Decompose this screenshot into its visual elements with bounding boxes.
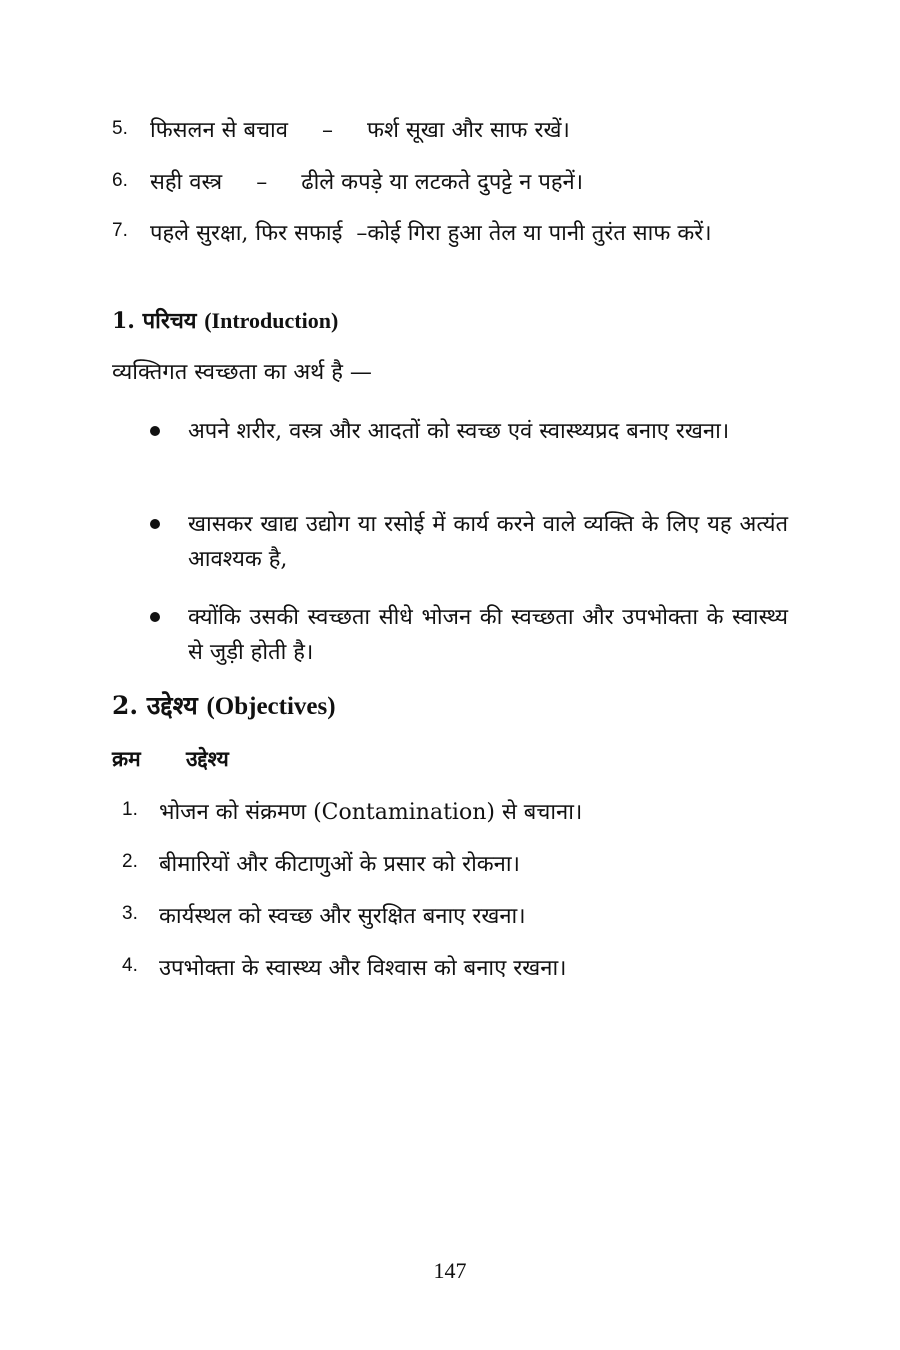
item-title: पहले सुरक्षा, फिर सफाई xyxy=(150,221,343,246)
bullet-text: अपने शरीर, वस्त्र और आदतों को स्वच्छ एवं स्वास्थ्यप्रद बनाए रखना। xyxy=(188,419,730,444)
item-number: 5. xyxy=(112,118,128,139)
item-number: 7. xyxy=(112,220,128,241)
section-heading-introduction xyxy=(112,305,338,335)
row-text: बीमारियों और कीटाणुओं के प्रसार को रोकना। xyxy=(159,852,520,877)
bullet-dot-icon xyxy=(150,426,160,436)
bullet-text: खासकर खाद्य उद्योग या रसोई में कार्य करने वाले व्यक्ति के लिए यह अत्यंत आवश्यक है, xyxy=(188,512,788,572)
bullet-dot-icon xyxy=(150,519,160,529)
bullet-dot-icon xyxy=(150,612,160,622)
item-title: फिसलन से बचाव xyxy=(150,118,288,143)
page-number: 147 xyxy=(433,1258,467,1283)
item-number: 6. xyxy=(112,170,128,191)
intro-lead-text: व्यक्तिगत स्वच्छता का अर्थ है — xyxy=(112,360,372,385)
objectives-table-header xyxy=(112,745,229,773)
heading-hindi: 2. उद्देश्य xyxy=(112,691,198,720)
row-number: 2. xyxy=(122,851,138,872)
section-heading-objectives xyxy=(112,688,336,722)
item-title: सही वस्त्र xyxy=(150,170,223,195)
item-text: फर्श सूखा और साफ रखें। xyxy=(366,118,570,143)
row-text: उपभोक्ता के स्वास्थ्य और विश्वास को बनाए रखना। xyxy=(159,956,567,981)
bullet-text: क्योंकि उसकी स्वच्छता सीधे भोजन की स्वच्छता और उपभोक्ता के स्वास्थ्य से जुड़ी होती है। xyxy=(188,605,788,665)
item-dash: – xyxy=(256,170,268,195)
row-text: भोजन को संक्रमण (Contamination) से बचाना। xyxy=(159,800,583,825)
item-dash: – xyxy=(321,118,333,143)
item-dash: – xyxy=(356,221,368,246)
heading-english: (Introduction) xyxy=(204,308,339,333)
row-number: 1. xyxy=(122,799,138,820)
heading-hindi: 1. परिचय xyxy=(112,308,197,334)
item-text: कोई गिरा हुआ तेल या पानी तुरंत साफ करें। xyxy=(367,221,712,246)
row-number: 3. xyxy=(122,903,138,924)
heading-english: (Objectives) xyxy=(206,693,336,720)
column-header-objective: उद्देश्य xyxy=(186,746,229,771)
row-number: 4. xyxy=(122,955,138,976)
item-text: ढीले कपड़े या लटकते दुपट्टे न पहनें। xyxy=(301,170,584,195)
row-text: कार्यस्थल को स्वच्छ और सुरक्षित बनाए रखना। xyxy=(159,904,526,929)
column-header-sequence: क्रम xyxy=(112,746,141,771)
